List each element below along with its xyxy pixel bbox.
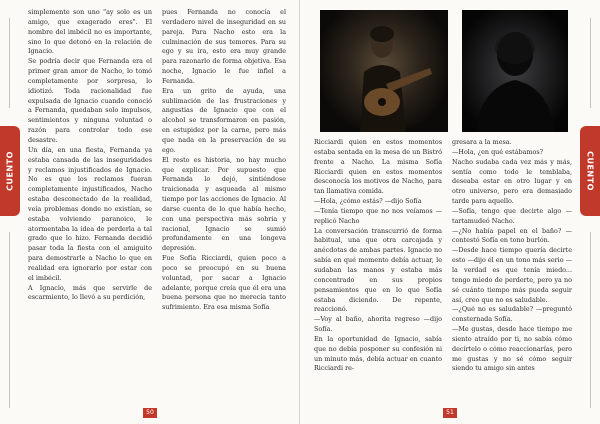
paragraph: gresara a la mesa. — [452, 138, 512, 146]
paragraph: La conversación transcurrió de forma habitual, una que otra carcajada y anécdotas de ambas partes. Ignacio no sabía en qué momento debía actuar, le sudaban las manos y estaba más concentrado en sus propios pensamientos que en lo que Sofía estaba diciendo. De repente, reaccionó. — [314, 226, 442, 314]
section-tab-right — [580, 126, 600, 216]
paragraph: Era un grito de ayuda, una sublimación de las frustraciones y angustias de Ignacio que con el alcohol se transformaron en pasión, en estupidez por la carne, pero más que nada en la preservación de su ego. — [162, 86, 286, 154]
paragraph: —Sofía, tengo que decirte algo —tartamudeó Nacho. — [452, 206, 572, 225]
page-number-right: 51 — [443, 408, 457, 418]
right-column-2 — [452, 138, 572, 374]
left-column-2 — [162, 8, 286, 313]
section-tab-label: CUENTO — [5, 151, 15, 191]
paragraph: —Tenía tiempo que no nos veíamos —replicó Nacho — [314, 206, 442, 225]
paragraph: —Me gustas, desde hace tiempo me siento atraído por ti, no sabía cómo decírtelo o cómo reaccionarías, pero me gustas y no sé cómo seguir siendo tu amigo sin antes — [452, 325, 572, 373]
margin-rule-top-right — [590, 18, 591, 108]
paragraph: —Voy al baño, ahorita regreso —dijo Sofía. — [314, 315, 442, 334]
paragraph: Nacho sudaba cada vez más y más, sentía como todo le temblaba, deseaba estar en otro lugar y en otro universo, pero era demasiado tarde para aquello. — [452, 157, 572, 206]
silhouette-figure — [462, 10, 568, 132]
paragraph: Ricciardi quien en estos momentos estaba sentada en la mesa de un Bistró frente a Nacho. La misma Sofía Ricciardi quien en estos momentos desconocía los motivos de Nacho, para tan llamativa comida. — [314, 138, 442, 196]
paragraph: —Hola, ¿cómo estás? —dijo Sofía — [314, 197, 422, 206]
paragraph: Fue Sofía Ricciardi, quien poco a poco se preocupó en su buena voluntad, por sacar a Ignacio adelante, porque creía que él era una buena persona que no merecía tanto sufrimiento. Era esa misma Sofía — [162, 254, 286, 312]
right-page — [300, 0, 600, 424]
paragraph: —¿No había papel en el baño? —contestó Sofía en tono burlón. — [452, 226, 572, 245]
section-tab-label: CUENTO — [585, 151, 595, 191]
paragraph: simplemente son uno "ay solo es un amigo, que exagerado eres". El nombre del imbécil no es importante, sino lo que detonó en la relación de Ignacio. — [28, 8, 152, 56]
margin-rule-top — [9, 18, 10, 108]
paragraph: —Hola, ¿en qué estábamos? — [452, 147, 544, 156]
paragraph: —Desde hace tiempo quería decirte esto —dijo él en un tono más serio —la verdad es que tenía miedo... tengo miedo de perderte, pero ya no sé cuánto tiempo más pueda seguir así, creo que no es saludable. — [452, 246, 572, 304]
margin-rule-bottom — [9, 232, 10, 408]
paragraph: Un día, en una fiesta, Fernanda ya estaba cansada de las inseguridades y reclamos injustificados de Ignacio. No es que los reclamos fueran completamente injustificados, Nacho estaba desconectado de la realidad, veía problemas donde no existían, se estaba volviendo paranoico, le atormentaba la idea de perderla a tal grado que lo hizo. Fernanda decidió pasar toda la fiesta con el amiguito para demostrarle a Nacho lo que en realidad era ignorarlo por estar con el imbécil. — [28, 145, 152, 282]
page-number-left: 50 — [143, 408, 157, 418]
paragraph: El resto es historia, no hay mucho que explicar. Por supuesto que Fernanda lo dejó, sintiéndose traicionada y asqueada al mismo tiempo por las acciones de Ignacio. Al darse cuenta de lo que había hecho, con una perspectiva más sobria y racional, Ignacio se sumió profundamente en una longeva depresión. — [162, 155, 286, 253]
left-column-1 — [28, 8, 152, 303]
dark-silhouette-photo — [462, 10, 568, 132]
paragraph: A Ignacio, más que servirle de escarmiento, lo llevó a su perdición, — [28, 283, 152, 302]
paragraph: —¿Qué no es saludable? —preguntó consternada Sofía. — [452, 305, 572, 324]
section-tab-left — [0, 126, 20, 216]
margin-rule-bottom-right — [590, 232, 591, 408]
paragraph: Se podría decir que Fernanda era el primer gran amor de Nacho, lo tomó completamente por sorpresa, lo idiotizó. Toda racionalidad fue expulsada de Ignacio cuando conoció a Fernanda, quedaban solo impulsos, sentimientos y ninguna voluntad o razón para controlar todo ese desastre. — [28, 57, 152, 144]
guitar-player-figure — [320, 10, 448, 132]
man-with-guitar-photo — [320, 10, 448, 132]
right-column-1 — [314, 138, 442, 374]
paragraph: pues Fernanda no conocía el verdadero nivel de inseguridad en su pareja. Para Nacho esto era la culminación de sus temores. Para su ego y su ira, esto era muy grande para razonarlo de forma objetiva. Esa noche, Ignacio le fue infiel a Fernanda. — [162, 8, 286, 85]
paragraph: En la oportunidad de Ignacio, sabía que no debía posponer su confesión ni un minuto más, debía actuar en cuanto Ricciardi re- — [314, 334, 442, 373]
